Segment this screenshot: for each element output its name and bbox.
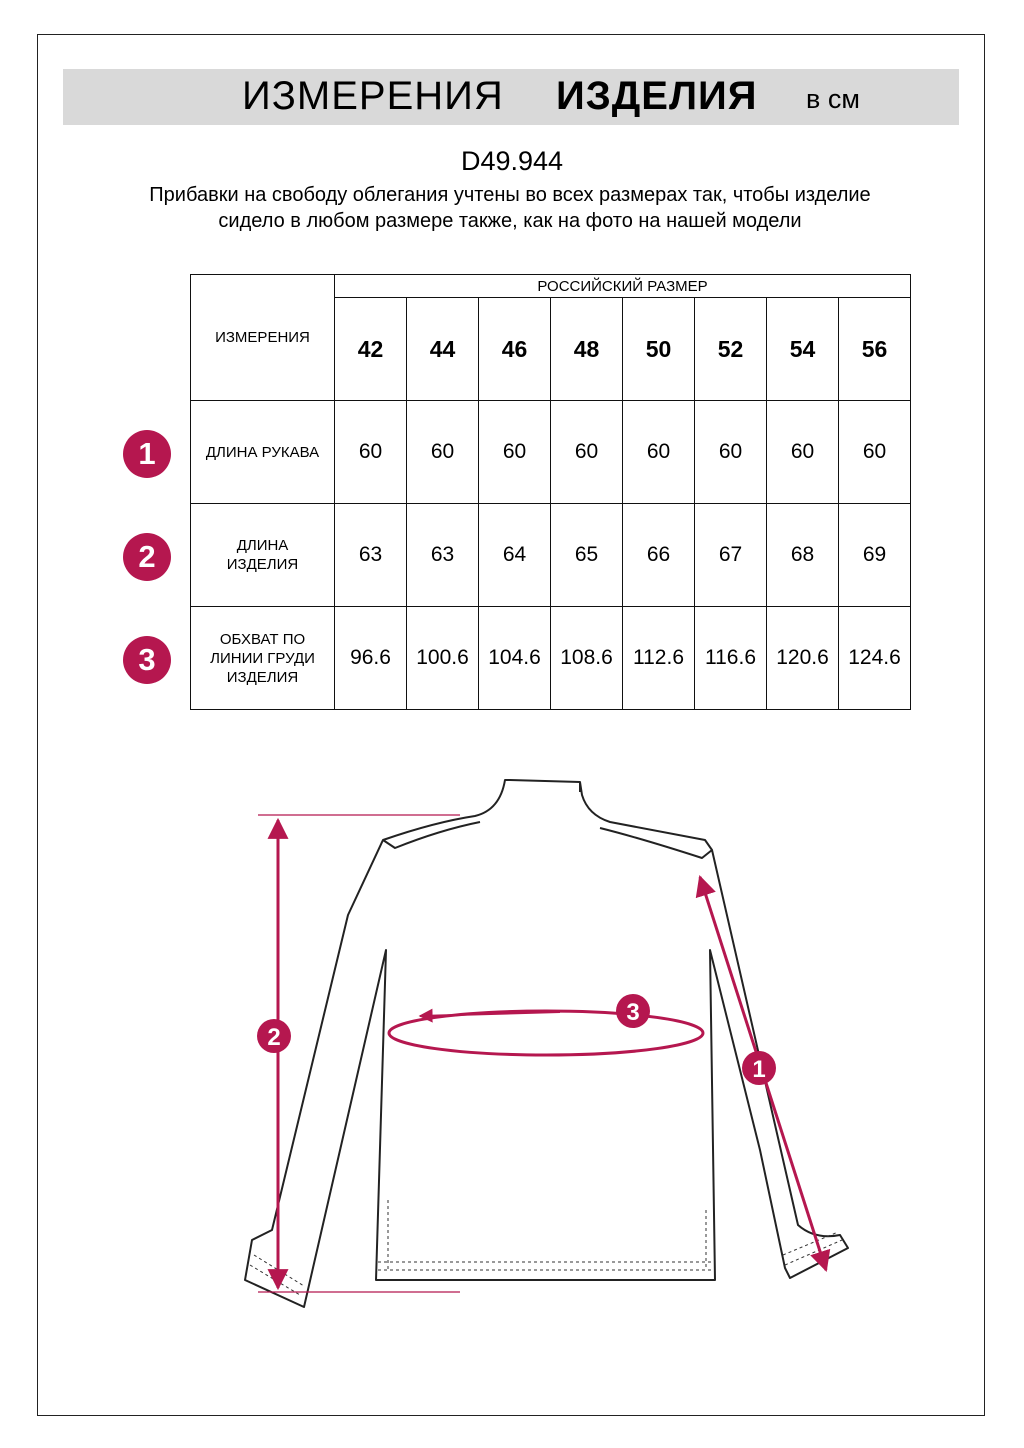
table-cell: 60 bbox=[335, 401, 407, 504]
table-cell: 63 bbox=[335, 504, 407, 607]
row-label: ДЛИНА РУКАВА bbox=[191, 401, 335, 504]
diagram-label-length: 2 bbox=[267, 1024, 281, 1051]
size-header: 42 bbox=[335, 298, 407, 401]
table-cell: 60 bbox=[407, 401, 479, 504]
table-cell: 63 bbox=[407, 504, 479, 607]
size-header: 44 bbox=[407, 298, 479, 401]
table-cell: 100.6 bbox=[407, 607, 479, 710]
table-cell: 116.6 bbox=[695, 607, 767, 710]
row-label: ОБХВАТ ПО ЛИНИИ ГРУДИ ИЗДЕЛИЯ bbox=[191, 607, 335, 710]
size-header: 50 bbox=[623, 298, 695, 401]
table-cell: 60 bbox=[551, 401, 623, 504]
diagram-badge-sleeve bbox=[742, 1051, 776, 1085]
table-cell: 69 bbox=[839, 504, 911, 607]
size-header: 52 bbox=[695, 298, 767, 401]
table-cell: 60 bbox=[839, 401, 911, 504]
title-measurements: ИЗМЕРЕНИЯ bbox=[242, 74, 504, 118]
table-cell: 108.6 bbox=[551, 607, 623, 710]
table-cell: 67 bbox=[695, 504, 767, 607]
table-cell: 104.6 bbox=[479, 607, 551, 710]
garment-diagram bbox=[0, 740, 1024, 1380]
size-header: 54 bbox=[767, 298, 839, 401]
chest-ellipse bbox=[389, 1011, 703, 1055]
diagram-badge-chest bbox=[616, 994, 650, 1028]
row-number-badge: 3 bbox=[123, 636, 171, 684]
length-guide-lines bbox=[258, 815, 460, 1292]
table-cell: 60 bbox=[695, 401, 767, 504]
row-number-badge: 2 bbox=[123, 533, 171, 581]
size-header: 56 bbox=[839, 298, 911, 401]
size-header: 46 bbox=[479, 298, 551, 401]
diagram-badge-length bbox=[257, 1019, 291, 1053]
table-cell: 60 bbox=[767, 401, 839, 504]
table-cell: 60 bbox=[623, 401, 695, 504]
diagram-label-sleeve: 1 bbox=[752, 1056, 766, 1083]
article-number: D49.944 bbox=[460, 146, 564, 176]
table-cell: 65 bbox=[551, 504, 623, 607]
measurements-header: ИЗМЕРЕНИЯ bbox=[191, 275, 335, 401]
table-row-length bbox=[191, 504, 911, 607]
table-cell: 124.6 bbox=[839, 607, 911, 710]
table-row-sleeve bbox=[191, 401, 911, 504]
row-number-badge: 1 bbox=[123, 430, 171, 478]
size-table bbox=[190, 274, 911, 710]
fit-note: Прибавки на свободу облегания учтены во всех размерах так, чтобы изделие сидело в любом размере также, как на фото на нашей модели bbox=[149, 184, 871, 232]
table-cell: 66 bbox=[623, 504, 695, 607]
size-header: 48 bbox=[551, 298, 623, 401]
diagram-label-chest: 3 bbox=[626, 999, 640, 1026]
table-cell: 96.6 bbox=[335, 607, 407, 710]
table-cell: 64 bbox=[479, 504, 551, 607]
table-cell: 112.6 bbox=[623, 607, 695, 710]
table-row-chest bbox=[191, 607, 911, 710]
table-cell: 68 bbox=[767, 504, 839, 607]
table-cell: 60 bbox=[479, 401, 551, 504]
row-label: ДЛИНА ИЗДЕЛИЯ bbox=[191, 504, 335, 607]
table-cell: 120.6 bbox=[767, 607, 839, 710]
title-units: в см bbox=[806, 84, 860, 114]
title-product: ИЗДЕЛИЯ bbox=[556, 74, 758, 118]
sweater-outline bbox=[245, 780, 848, 1307]
size-group-header: РОССИЙСКИЙ РАЗМЕР bbox=[335, 275, 911, 298]
